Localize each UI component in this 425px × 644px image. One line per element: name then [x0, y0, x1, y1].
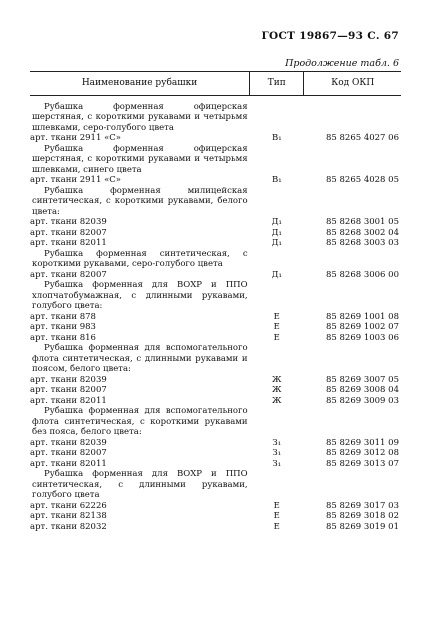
fabric-article: арт. ткани 82032: [30, 521, 107, 532]
description-row: [30, 469, 401, 501]
fabric-article: арт. ткани 82007: [30, 269, 107, 280]
empty-cell: [304, 469, 401, 501]
description-row: [30, 186, 401, 218]
okp-code: 85 8269 3008 04: [325, 385, 399, 395]
table-row: [30, 270, 401, 281]
table-row: [30, 322, 401, 333]
okp-code: 85 8269 3013 07: [325, 458, 399, 469]
table-continuation-label: Продолжение табл. 6: [285, 58, 399, 69]
okp-code: 85 8269 3017 03: [325, 500, 399, 511]
table-row: [30, 438, 401, 449]
table-row: [30, 396, 401, 407]
fabric-article: арт. ткани 82011: [30, 458, 107, 469]
empty-cell: [250, 280, 304, 312]
okp-code: 85 8269 3007 05: [325, 374, 399, 385]
empty-cell: [304, 406, 401, 438]
shirt-table: [30, 71, 401, 532]
shirt-description: Рубашка форменная синтетическая, с короткими рукавами, серо-голубого цвета: [32, 248, 248, 269]
table-body: [30, 95, 401, 532]
shirt-description: Рубашка форменная для ВОХР и ППО хлопчатобумажная, с длинными рукавами, голубого цвета:: [32, 280, 248, 311]
table-row: [30, 133, 401, 144]
fabric-article: арт. ткани 82011: [30, 395, 107, 406]
description-row: [30, 406, 401, 438]
description-row: [30, 249, 401, 270]
empty-cell: [250, 144, 304, 176]
shirt-type: Ж: [272, 385, 282, 395]
column-header-type: Тип: [250, 72, 304, 96]
table-row: [30, 228, 401, 239]
shirt-type: Е: [273, 500, 280, 511]
fabric-article: арт. ткани 82007: [30, 385, 107, 395]
shirt-description: Рубашка форменная для ВОХР и ППО синтетическая, с длинными рукавами, голубого цвета: [32, 469, 248, 500]
shirt-type: Е: [273, 511, 280, 521]
shirt-type: Д₁: [271, 238, 282, 248]
description-row: [30, 280, 401, 312]
table-row: [30, 375, 401, 386]
shirt-type: Е: [273, 521, 280, 532]
table-row: [30, 459, 401, 470]
description-row: [30, 343, 401, 375]
fabric-article: арт. ткани 82039: [30, 437, 107, 448]
fabric-article: арт. ткани 816: [30, 332, 96, 343]
fabric-article: арт. ткани 82007: [30, 448, 107, 458]
table-row: [30, 522, 401, 533]
shirt-description: Рубашка форменная офицерская шерстяная, с короткими рукавами и четырьмя шлевками, серо-голубого цвета: [32, 101, 248, 133]
fabric-article: арт. ткани 82011: [30, 238, 107, 248]
shirt-description: Рубашка форменная для вспомогательного флота синтетическая, с короткими рукавами без пояса, белого цвета:: [32, 406, 248, 437]
okp-code: 85 8269 3019 01: [325, 521, 399, 532]
okp-code: 85 8269 3011 09: [325, 437, 399, 448]
empty-cell: [304, 280, 401, 312]
empty-cell: [250, 343, 304, 375]
shirt-type: Е: [273, 311, 280, 322]
table-row: [30, 501, 401, 512]
fabric-article: арт. ткани 2911 «С»: [30, 175, 121, 185]
table-header-row: [30, 72, 401, 96]
okp-code: 85 8265 4028 05: [325, 175, 399, 185]
okp-code: 85 8265 4027 06: [325, 133, 399, 143]
okp-code: 85 8268 3003 03: [325, 238, 399, 248]
column-header-name: Наименование рубашки: [30, 72, 250, 96]
shirt-description: Рубашка форменная офицерская шерстяная, с короткими рукавами и четырьмя шлевками, синего цвета: [32, 143, 248, 175]
fabric-article: арт. ткани 2911 «С»: [30, 133, 121, 143]
fabric-article: арт. ткани 82039: [30, 374, 107, 385]
table-row: [30, 511, 401, 522]
shirt-type: З₁: [272, 448, 282, 458]
table-row: [30, 448, 401, 459]
table-row: [30, 312, 401, 323]
shirt-type: З₁: [272, 437, 282, 448]
shirt-description: Рубашка форменная для вспомогательного флота синтетическая, с длинными рукавами и поясом, белого цвета:: [32, 343, 248, 374]
shirt-type: Ж: [272, 395, 282, 406]
empty-cell: [250, 469, 304, 501]
okp-code: 85 8269 1002 07: [325, 322, 399, 332]
empty-cell: [304, 186, 401, 218]
table-row: [30, 385, 401, 396]
fabric-article: арт. ткани 82138: [30, 511, 107, 521]
empty-cell: [250, 95, 304, 133]
empty-cell: [304, 144, 401, 176]
column-header-code: Код ОКП: [304, 72, 401, 96]
okp-code: 85 8268 3002 04: [325, 227, 399, 238]
table-row: [30, 333, 401, 344]
table-row: [30, 217, 401, 228]
okp-code: 85 8269 1003 06: [325, 332, 399, 343]
fabric-article: арт. ткани 983: [30, 322, 96, 332]
empty-cell: [304, 249, 401, 270]
description-row: [30, 95, 401, 133]
okp-code: 85 8268 3006 00: [325, 269, 399, 280]
okp-code: 85 8269 1001 08: [325, 311, 399, 322]
okp-code: 85 8269 3012 08: [325, 448, 399, 458]
okp-code: 85 8269 3018 02: [325, 511, 399, 521]
empty-cell: [250, 406, 304, 438]
shirt-type: В₁: [271, 175, 282, 185]
shirt-type: Д₁: [271, 269, 282, 280]
table-row: [30, 175, 401, 186]
shirt-type: В₁: [271, 133, 282, 143]
shirt-type: Д₁: [271, 227, 282, 238]
fabric-article: арт. ткани 62226: [30, 500, 107, 511]
empty-cell: [304, 343, 401, 375]
shirt-type: З₁: [272, 458, 282, 469]
table-row: [30, 238, 401, 249]
fabric-article: арт. ткани 82039: [30, 217, 107, 227]
shirt-description: Рубашка форменная милицейская синтетическая, с короткими рукавами, белого цвета:: [32, 185, 248, 217]
empty-cell: [304, 95, 401, 133]
page-header: ГОСТ 19867—93 С. 67: [261, 30, 399, 42]
description-row: [30, 144, 401, 176]
empty-cell: [250, 249, 304, 270]
okp-code: 85 8268 3001 05: [325, 217, 399, 227]
empty-cell: [250, 186, 304, 218]
shirt-type: Е: [273, 322, 280, 332]
shirt-type: Д₁: [271, 217, 282, 227]
shirt-type: Е: [273, 332, 280, 343]
okp-code: 85 8269 3009 03: [325, 395, 399, 406]
fabric-article: арт. ткани 878: [30, 311, 96, 322]
fabric-article: арт. ткани 82007: [30, 227, 107, 238]
shirt-type: Ж: [272, 374, 282, 385]
